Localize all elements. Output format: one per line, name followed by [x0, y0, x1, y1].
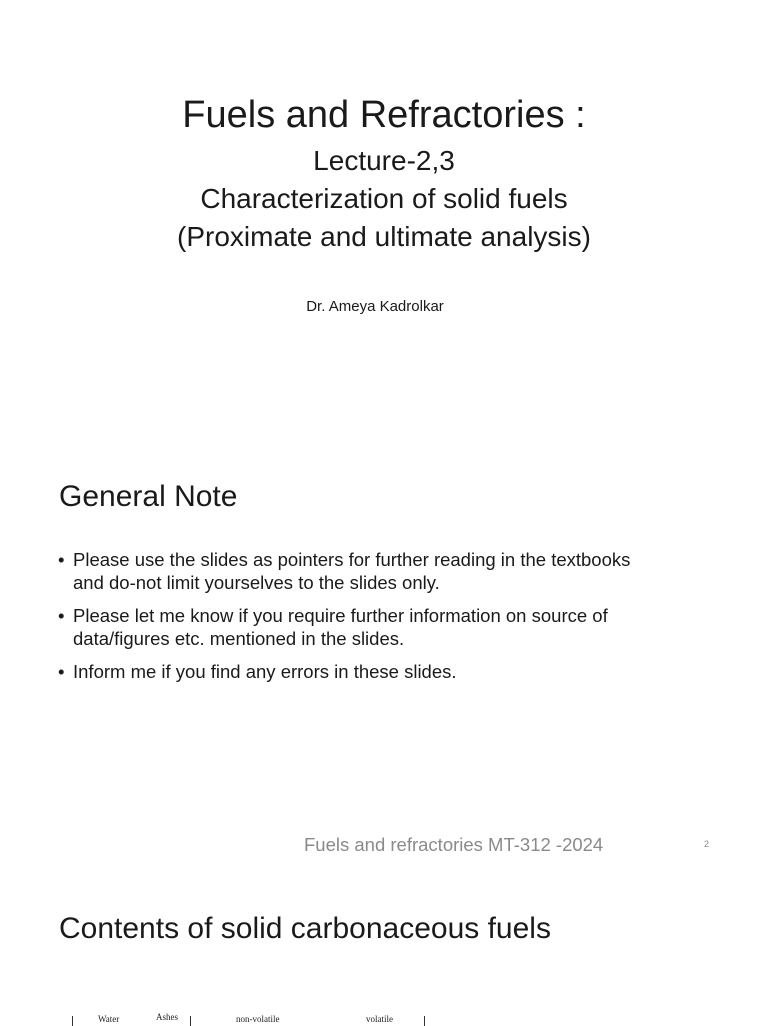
- bullet-list: [58, 548, 718, 693]
- diagram-divider: [190, 1016, 191, 1026]
- diagram-label-volatile: volatile: [366, 1014, 393, 1024]
- slide-footer: Fuels and refractories MT-312 -2024: [304, 834, 604, 855]
- bullet-text-line: data/figures etc. mentioned in the slides.: [73, 628, 405, 649]
- contents-slide: [0, 864, 768, 1024]
- bullet-dot: •: [58, 605, 65, 626]
- lecture-subtopic: (Proximate and ultimate analysis): [177, 221, 591, 252]
- slide-heading: General Note: [59, 480, 238, 513]
- diagram-label-non-volatile: non-volatile: [236, 1014, 280, 1024]
- general-note-slide: [0, 432, 768, 864]
- page-number: 2: [704, 839, 710, 849]
- bullet-item: [58, 604, 718, 650]
- title-slide: [0, 0, 768, 432]
- slide-title: Fuels and Refractories :: [182, 94, 586, 136]
- bullet-text-line: Please use the slides as pointers for further reading in the textbooks: [73, 549, 631, 570]
- bullet-item: [58, 548, 718, 594]
- bullet-text-line: Please let me know if you require further information on source of: [73, 605, 608, 626]
- bullet-dot: •: [58, 661, 65, 682]
- author-name: Dr. Ameya Kadrolkar: [306, 298, 444, 315]
- fuel-composition-diagram: [60, 1014, 440, 1026]
- bullet-text-line: Inform me if you find any errors in these slides.: [73, 661, 457, 682]
- diagram-divider: [72, 1016, 73, 1026]
- slide-heading: Contents of solid carbonaceous fuels: [59, 912, 551, 945]
- diagram-label-ashes: Ashes: [156, 1012, 178, 1022]
- bullet-item: [58, 660, 718, 683]
- diagram-label-water: Water: [98, 1014, 120, 1024]
- lecture-topic: Characterization of solid fuels: [200, 183, 568, 214]
- diagram-divider: [424, 1016, 425, 1026]
- bullet-dot: •: [58, 549, 65, 570]
- bullet-text-line: and do-not limit yourselves to the slides only.: [73, 572, 440, 593]
- lecture-number: Lecture-2,3: [313, 145, 455, 176]
